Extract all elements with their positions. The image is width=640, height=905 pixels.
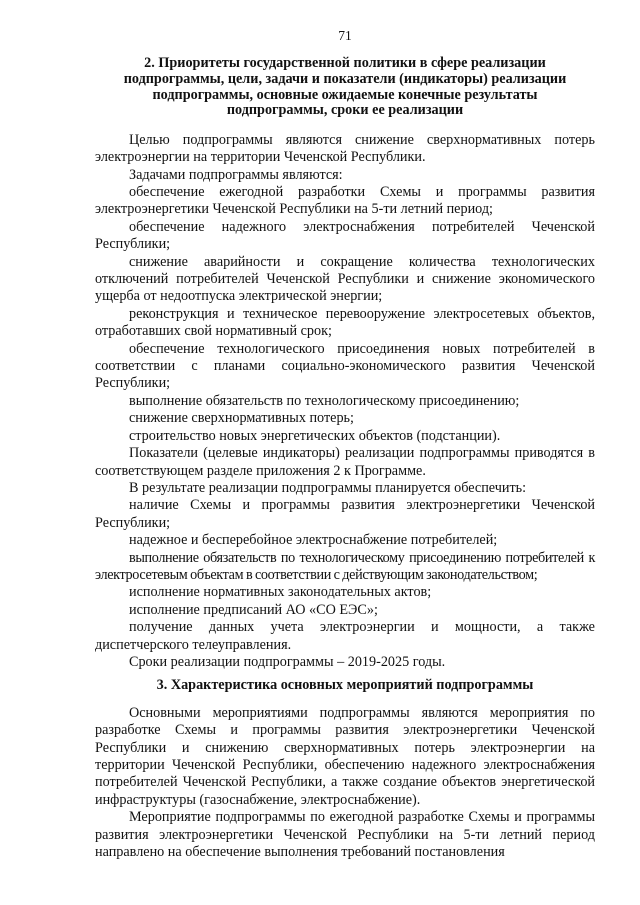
- results-intro: В результате реализации подпрограммы планируется обеспечить:: [129, 479, 527, 496]
- result-item: исполнение нормативных законодательных актов;: [129, 584, 432, 601]
- task-item: обеспечение надежного электроснабжения потребителей Чеченской Республики;: [95, 218, 595, 253]
- result-item: наличие Схемы и программы развития электроэнергетики Чеченской Республики;: [95, 497, 595, 531]
- section-2-heading-line: подпрограммы, основные ожидаемые конечные результаты: [152, 86, 538, 103]
- page-number: 71: [338, 28, 352, 43]
- activity-paragraph: Мероприятие подпрограммы по ежегодной разработке Схемы и программы развития электроэнергетики Чеченской Республики на 5-ти летний период направлено на обеспечение выполнения требований постановления: [95, 809, 595, 861]
- task-item: снижение аварийности и сокращение количества технологических отключений потребителей Чеченской Республики и снижение экономического ущерба от недоотпуска электрической энергии;: [95, 253, 595, 305]
- section-2-heading-line: подпрограммы, сроки ее реализации: [226, 102, 464, 119]
- task-item: выполнение обязательств по технологическому присоединению;: [129, 392, 520, 409]
- goal-paragraph: Целью подпрограммы являются снижение сверхнормативных потерь электроэнергии на территории Чеченской Республики.: [95, 131, 595, 166]
- section-2-body: [95, 132, 595, 672]
- indicators-paragraph: Показатели (целевые индикаторы) реализации подпрограммы приводятся в соответствующем разделе приложения 2 к Программе.: [95, 445, 595, 479]
- section-3-heading: 3. Характеристика основных мероприятий подпрограммы: [156, 677, 534, 694]
- task-item: строительство новых энергетических объектов (подстанции).: [129, 427, 501, 444]
- main-activities-paragraph: Основными мероприятиями подпрограммы являются мероприятия по разработке Схемы и программы развития электроэнергетики Чеченской Республики и снижению сверхнормативных потерь электроэнергии на территории Чеченской Республики, обеспечению надежного электроснабжения потребителей Чеченской Республики, а также создание объектов энергетической инфраструктуры (газоснабжение, электроснабжение).: [95, 704, 595, 808]
- tasks-intro: Задачами подпрограммы являются:: [129, 166, 343, 183]
- task-item: обеспечение ежегодной разработки Схемы и программы развития электроэнергетики Чеченской Республики на 5-ти летний период;: [95, 184, 595, 218]
- document-page: [95, 27, 595, 861]
- task-item: обеспечение технологического присоединения новых потребителей в соответствии с планами социально-экономического развития Чеченской Республики;: [95, 340, 595, 392]
- result-item: исполнение предписаний АО «СО ЕЭС»;: [129, 601, 378, 618]
- section-2-heading: [95, 56, 595, 118]
- timeline-paragraph: Сроки реализации подпрограммы – 2019-2025 годы.: [129, 653, 446, 670]
- section-2-heading-line: подпрограммы, цели, задачи и показатели (индикаторы) реализации: [123, 71, 567, 87]
- task-item: реконструкция и техническое перевооружение электросетевых объектов, отработавших свой нормативный срок;: [95, 305, 595, 340]
- result-item: надежное и бесперебойное электроснабжение потребителей;: [129, 532, 498, 549]
- result-item: получение данных учета электроэнергии и мощности, а также диспетчерского телеуправления.: [95, 619, 595, 653]
- section-3-body: [95, 705, 595, 862]
- section-2-heading-line: 2. Приоритеты государственной политики в сфере реализации: [144, 55, 546, 72]
- task-item: снижение сверхнормативных потерь;: [129, 410, 354, 427]
- result-item: выполнение обязательств по технологическому присоединению потребителей к электросетевым объектам в соответствии с действующим законодательством;: [95, 549, 595, 583]
